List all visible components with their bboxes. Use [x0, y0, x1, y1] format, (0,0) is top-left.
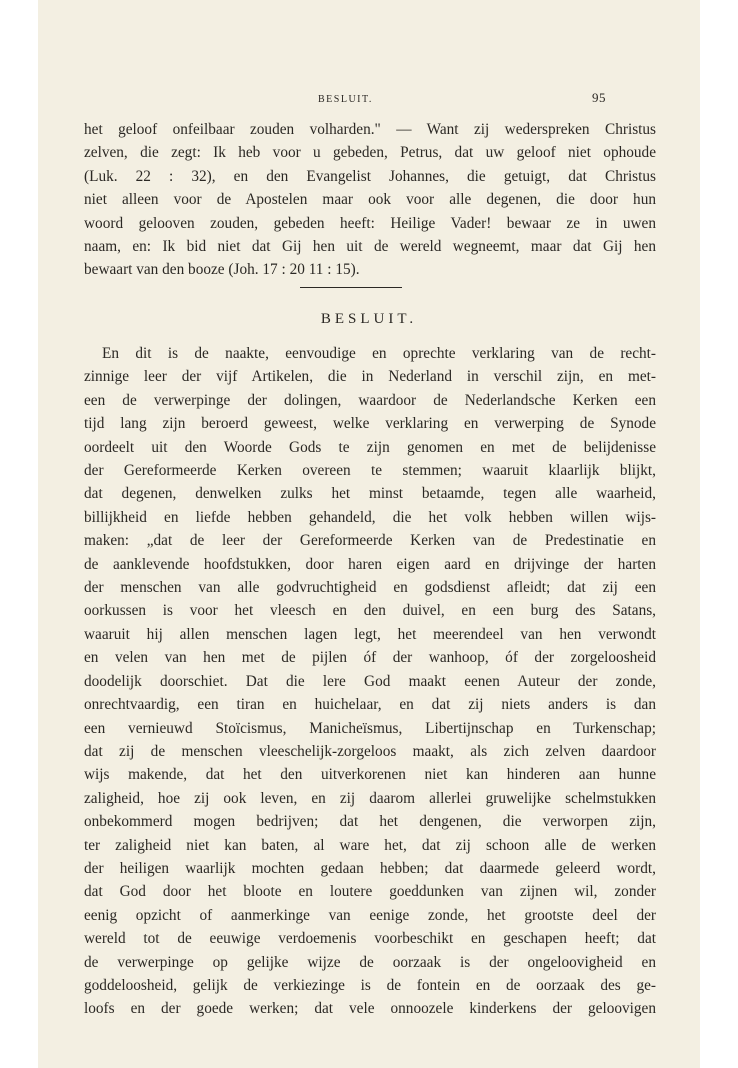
- text-line: een vernieuwd Stoïcismus, Manicheïsmus, Libertijnschap en Turkenschap;: [84, 719, 656, 737]
- page-number: 95: [592, 90, 606, 105]
- text-line: der menschen van alle godvruchtigheid en godsdienst afleidt; dat zij een: [84, 579, 656, 597]
- text-line: ter zaligheid niet kan baten, al ware het, dat zij schoon alle de werken: [84, 836, 656, 854]
- book-page: [38, 0, 700, 1068]
- text-line: (Luk. 22 : 32), en den Evangelist Johannes, die getuigt, dat Christus: [84, 167, 656, 185]
- text-line: waaruit hij allen menschen lagen legt, het meerendeel van hen verwondt: [84, 625, 656, 643]
- text-line: doodelijk doorschiet. Dat die lere God maakt eenen Auteur der zonde,: [84, 672, 656, 690]
- text-line: een de verwerpinge der dolingen, waardoor de Nederlandsche Kerken een: [84, 391, 656, 409]
- text-line: oordeelt uit den Woorde Gods te zijn genomen en met de belijdenisse: [84, 438, 656, 456]
- text-line: bewaart van den booze (Joh. 17 : 20 11 : 15).: [84, 261, 360, 279]
- running-title: BESLUIT.: [318, 94, 373, 105]
- text-line: oorkussen is voor het vleesch en den duivel, en een burg des Satans,: [84, 602, 656, 620]
- section-heading: BESLUIT.: [320, 311, 418, 327]
- text-line: dat God door het bloote en loutere goeddunken van zijnen wil, zonder: [84, 883, 656, 901]
- text-line: zinnige leer der vijf Artikelen, die in Nederland in verschil zijn, en met-: [84, 368, 656, 386]
- text-line: niet alleen voor de Apostelen maar ook voor alle degenen, die door hun: [84, 191, 656, 209]
- section-divider: [300, 287, 402, 288]
- text-line: naam, en: Ik bid niet dat Gij hen uit de wereld wegneemt, maar dat Gij hen: [84, 238, 656, 256]
- text-line: en velen van hen met de pijlen óf der wanhoop, óf der zorgeloosheid: [84, 649, 656, 667]
- text-line: woord gelooven zouden, gebeden heeft: Heilige Vader! bewaar ze in uwen: [84, 214, 656, 232]
- text-line: dat degenen, denwelken zulks het minst betaamde, tegen alle waarheid,: [84, 485, 656, 503]
- section-paragraph: [84, 342, 656, 1021]
- text-line: zelven, die zegt: Ik heb voor u gebeden, Petrus, dat uw geloof niet ophoude: [84, 144, 656, 162]
- text-line: En dit is de naakte, eenvoudige en oprechte verklaring van de recht-: [102, 345, 656, 362]
- text-line: goddeloosheid, gelijk de verkiezinge is de fontein en de oorzaak des ge-: [84, 976, 656, 994]
- text-line: wereld tot de eeuwige verdoemenis voorbeschikt en geschapen heeft; dat: [84, 930, 656, 948]
- text-line: der heiligen waarlijk mochten gedaan hebben; dat daarmede geleerd wordt,: [84, 859, 656, 877]
- text-line: billijkheid en liefde hebben gehandeld, die het volk hebben willen wijs-: [84, 508, 656, 526]
- text-line: onrechtvaardig, een tiran en huichelaar, en dat zij niets anders is dan: [84, 696, 656, 714]
- text-line: dat zij de menschen vleeschelijk-zorgeloos maakt, als zich zelven daardoor: [84, 742, 656, 760]
- text-line: der Gereformeerde Kerken overeen te stemmen; waaruit klaarlijk blijkt,: [84, 462, 656, 480]
- text-line: maken: „dat de leer der Gereformeerde Kerken van de Predestinatie en: [84, 532, 656, 550]
- text-line: loofs en der goede werken; dat vele onnoozele kinderkens der geloovigen: [84, 1000, 656, 1018]
- text-line: de aanklevende hoofdstukken, door haren eigen aard en drijvinge der harten: [84, 555, 656, 573]
- text-line: wijs makende, dat het den uitverkorenen niet kan hinderen aan hunne: [84, 766, 656, 784]
- text-line: eenig opzicht of aanmerkinge van eenige zonde, het grootste deel der: [84, 906, 656, 924]
- text-line: het geloof onfeilbaar zouden volharden." — Want zij wederspreken Christus: [84, 121, 656, 138]
- text-line: zaligheid, hoe zij ook leven, en zij daarom allerlei gruwelijke schelmstukken: [84, 789, 656, 807]
- text-line: onbekommerd mogen bedrijven; dat het dengenen, die verworpen zijn,: [84, 813, 656, 831]
- continuation-paragraph: [84, 118, 656, 282]
- text-line: de verwerpinge op gelijke wijze de oorzaak is der ongeloovigheid en: [84, 953, 656, 971]
- text-line: tijd lang zijn beroerd geweest, welke verklaring en verwerping de Synode: [84, 415, 656, 433]
